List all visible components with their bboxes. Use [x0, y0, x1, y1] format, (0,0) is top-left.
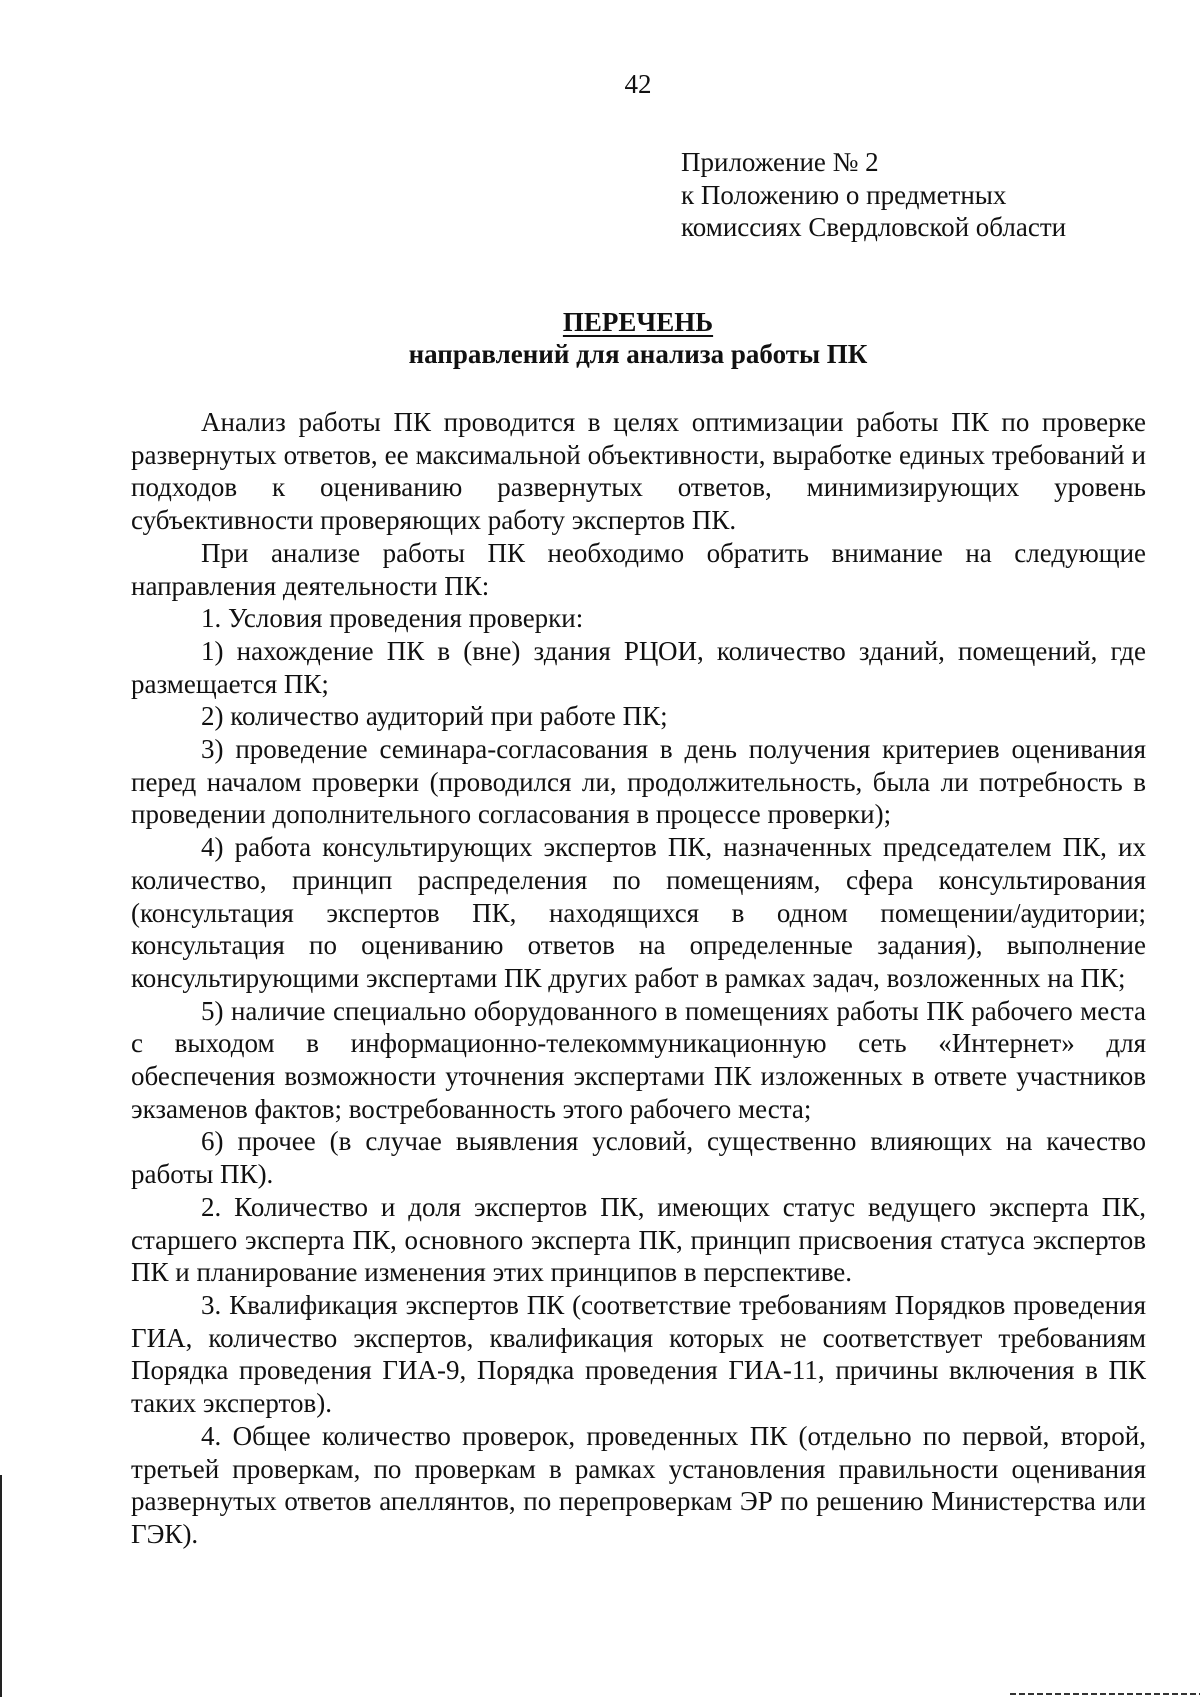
scan-edge-line	[0, 1475, 2, 1697]
list-item-1: 1) нахождение ПК в (вне) здания РЦОИ, количество зданий, помещений, где размещается ПК;	[131, 635, 1146, 699]
list-item-4: 4) работа консультирующих экспертов ПК, назначенных председателем ПК, их количество, принцип распределения по помещениям, сфера консультирования (консультация экспертов ПК, находящихся в одном помещении/аудитории; консультация по оцениванию ответов на определенные задания), выполнение консультирующими экспертами ПК других работ в рамках задач, возложенных на ПК;	[131, 832, 1146, 993]
section-4: 4. Общее количество проверок, проведенных ПК (отдельно по первой, второй, третьей проверкам, по проверкам в рамках установления правильности оценивания развернутых ответов апеллянтов, по перепроверкам ЭР по решению Министерства или ГЭК).	[131, 1420, 1146, 1549]
page-number: 42	[624, 69, 652, 99]
list-item-3: 3) проведение семинара-согласования в день получения критериев оценивания перед началом проверки (проводился ли, продолжительность, была ли потребность в проведении дополнительного согласования в процессе проверки);	[131, 734, 1146, 830]
document-body	[131, 406, 1146, 1551]
paragraph-intro: Анализ работы ПК проводится в целях оптимизации работы ПК по проверке развернутых ответов, ее максимальной объективности, выработке единых требований и подходов к оцениванию развернутых ответов, минимизирующих уровень субъективности проверяющих работу экспертов ПК.	[131, 407, 1146, 536]
document-title	[0, 306, 1200, 370]
title-subheading: направлений для анализа работы ПК	[408, 339, 868, 369]
list-item-6: 6) прочее (в случае выявления условий, существенно влияющих на качество работы ПК).	[131, 1126, 1146, 1190]
scan-bottom-dashes	[1010, 1693, 1200, 1695]
appendix-line-1: Приложение № 2	[681, 147, 879, 177]
list-item-5: 5) наличие специально оборудованного в помещениях работы ПК рабочего места с выходом в информационно-телекоммуникационную сеть «Интернет» для обеспечения возможности уточнения экспертами ПК изложенных в ответе участников экзаменов фактов; востребованность этого рабочего места;	[131, 995, 1146, 1124]
title-heading: ПЕРЕЧЕНЬ	[562, 307, 714, 337]
appendix-line-3: комиссиях Свердловской области	[681, 212, 1067, 242]
appendix-line-2: к Положению о предметных	[681, 179, 1007, 210]
section-2: 2. Количество и доля экспертов ПК, имеющих статус ведущего эксперта ПК, старшего эксперта ПК, основного эксперта ПК, принцип присвоения статуса экспертов ПК и планирование изменения этих принципов в перспективе.	[131, 1191, 1146, 1288]
appendix-note	[681, 146, 1066, 244]
paragraph-directions: При анализе работы ПК необходимо обратить внимание на следующие направления деятельности ПК:	[131, 537, 1146, 601]
section-3: 3. Квалификация экспертов ПК (соответствие требованиям Порядков проведения ГИА, количество экспертов, квалификация которых не соответствует требованиям Порядка проведения ГИА-9, Порядка проведения ГИА-11, причины включения в ПК таких экспертов).	[131, 1289, 1146, 1419]
list-item-2: 2) количество аудиторий при работе ПК;	[201, 701, 668, 732]
section-1-heading: 1. Условия проведения проверки:	[201, 603, 584, 634]
